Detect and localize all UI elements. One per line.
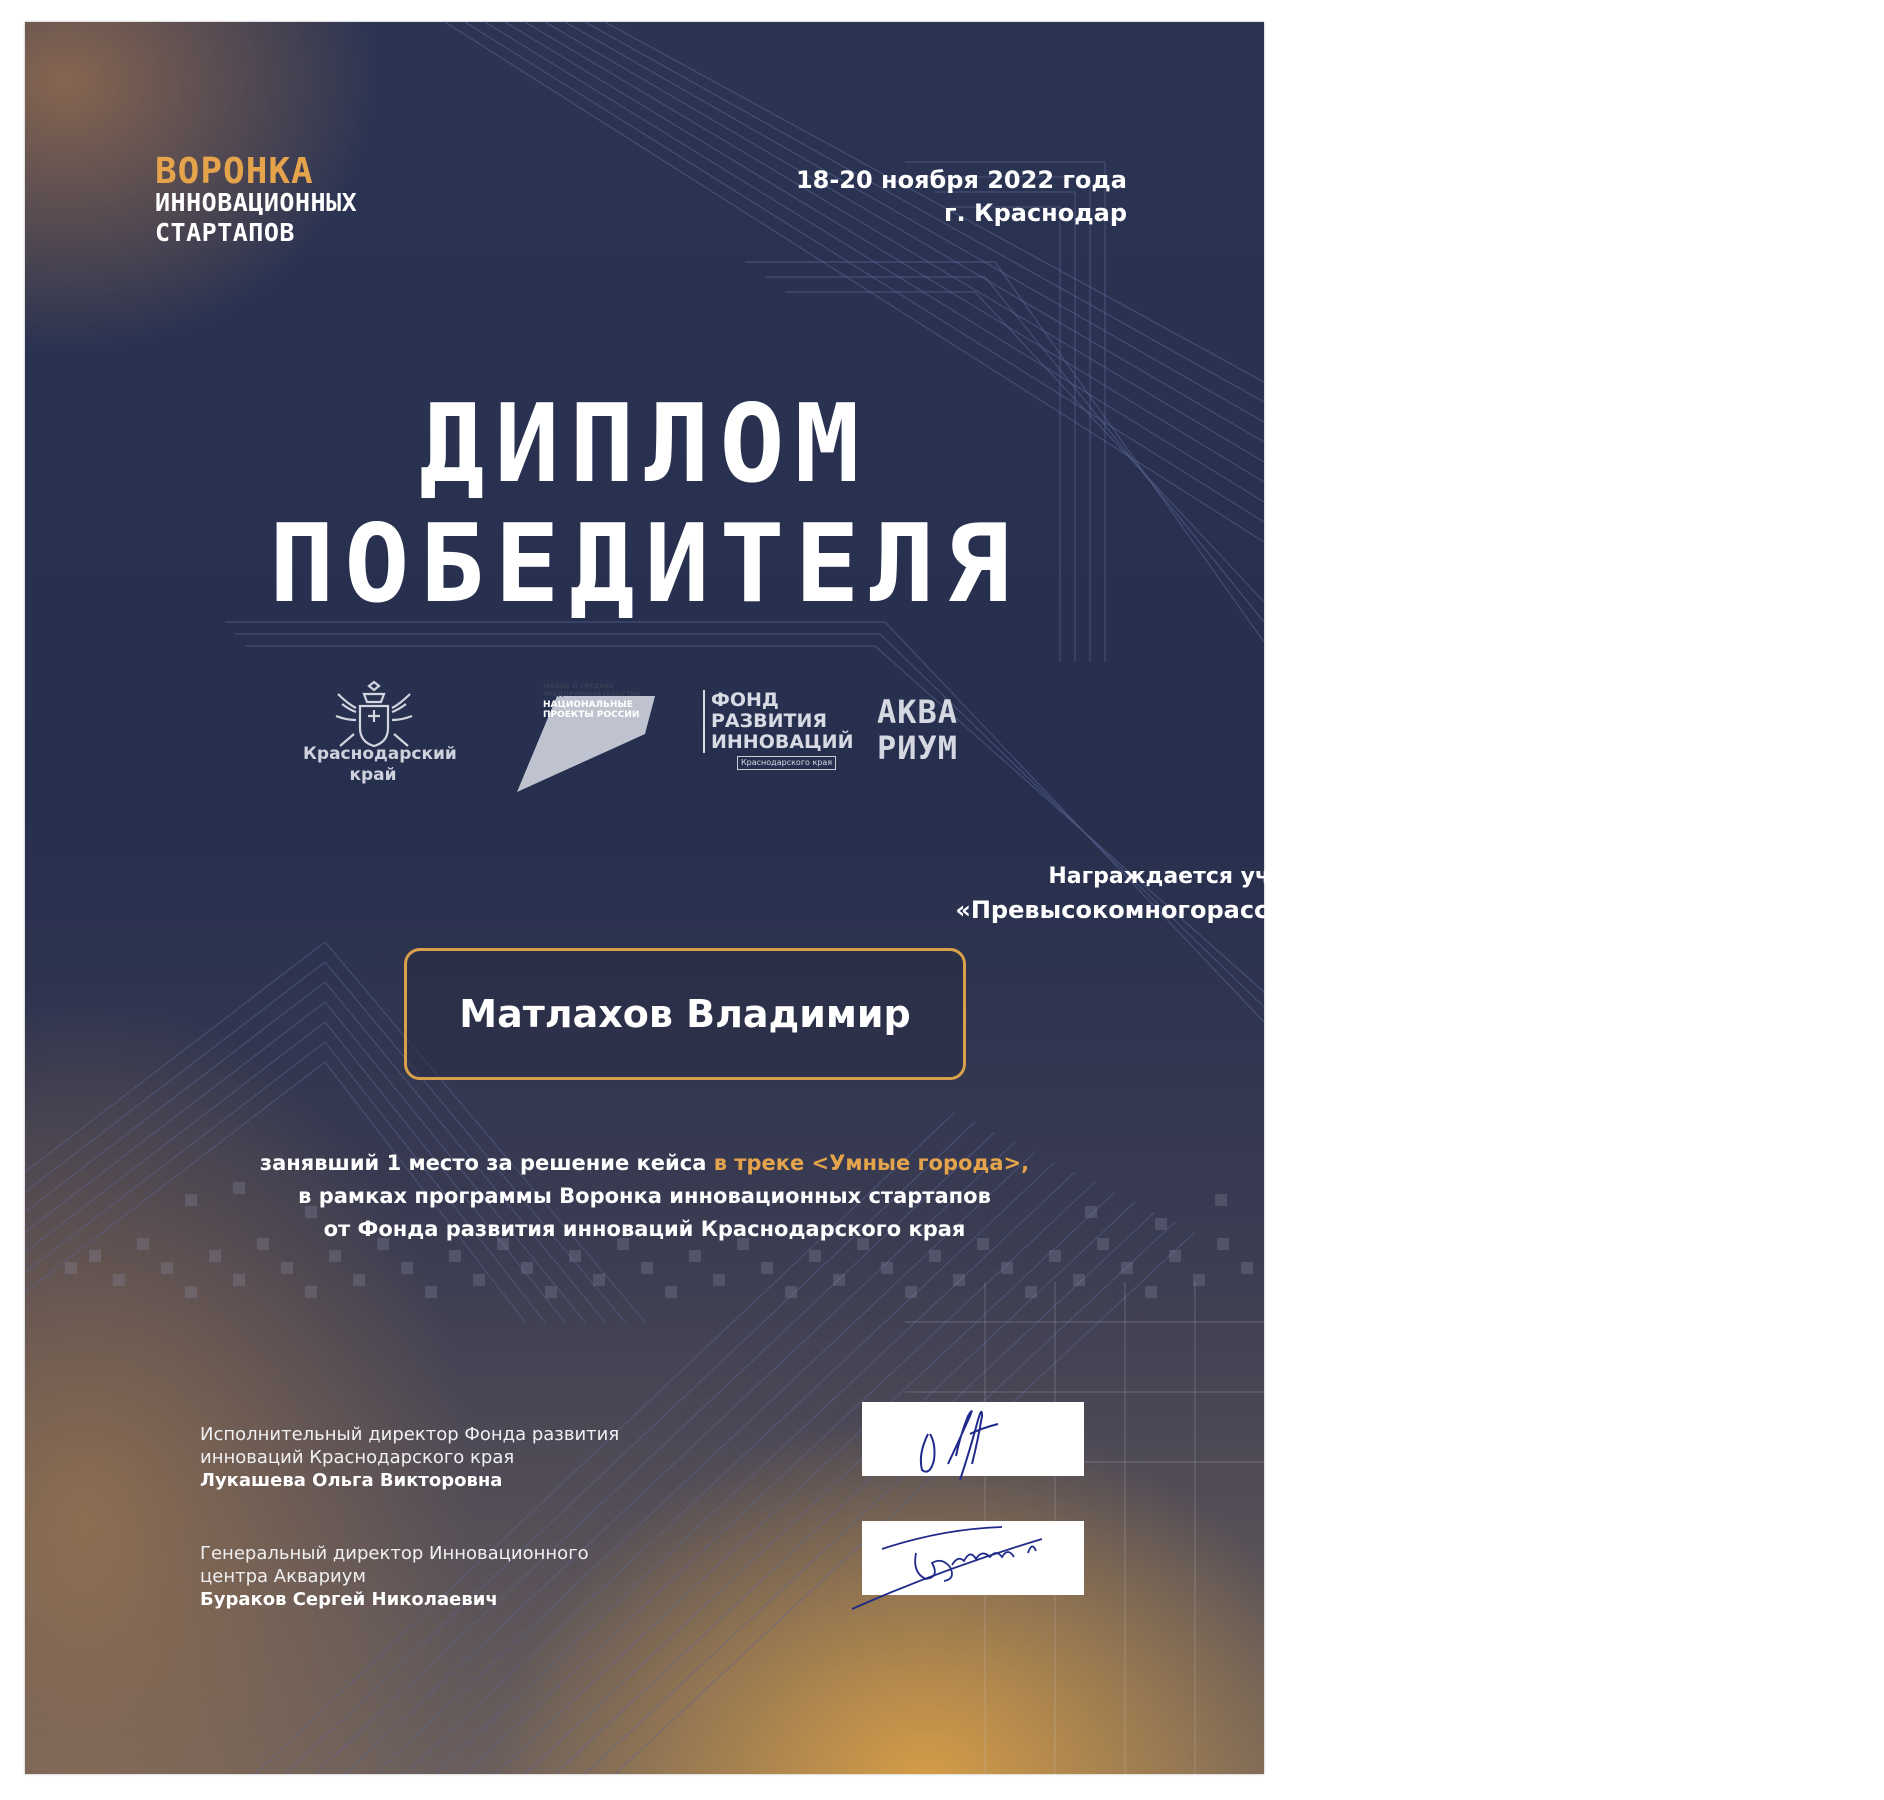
partner-fund-sub: Краснодарского края	[737, 756, 836, 770]
akva-line-1: АКВА	[877, 693, 959, 731]
partner-akvarium-logo	[877, 694, 958, 766]
partner-krasnodar-label: Краснодарский край	[303, 744, 457, 785]
desc-line-1	[25, 1147, 1264, 1180]
signer-2	[200, 1542, 589, 1611]
recipient-box	[404, 948, 966, 1080]
signer-2-role-line-1: Генеральный директор Инновационного	[200, 1543, 589, 1564]
fund-line-1: ФОНД	[711, 689, 779, 711]
signature-box-2	[862, 1521, 1084, 1595]
signature-2-icon	[842, 1509, 1082, 1619]
title-line-2: ПОБЕДИТЕЛЯ	[269, 502, 1020, 627]
event-logo	[155, 151, 358, 248]
event-info	[796, 164, 1127, 230]
desc-line-2: в рамках программы Воронка инновационных стартапов	[298, 1184, 991, 1208]
logo-line-3: СТАРТАПОВ	[155, 218, 295, 247]
fund-line-2: РАЗВИТИЯ	[711, 710, 828, 732]
signer-2-role-line-2: центра Аквариум	[200, 1566, 366, 1587]
fund-line-3: ИННОВАЦИЙ	[711, 731, 854, 753]
logo-line-1: ВОРОНКА	[155, 151, 314, 192]
award-description	[25, 1147, 1264, 1246]
title-line-1: ДИПЛОМ	[419, 382, 870, 507]
desc-track-highlight: в треке <Умные города>,	[713, 1151, 1030, 1175]
logo-line-2: ИННОВАЦИОННЫХ	[155, 188, 358, 217]
signer-2-name: Бураков Сергей Николаевич	[200, 1589, 498, 1610]
signer-1-role-line-1: Исполнительный директор Фонда развития	[200, 1424, 620, 1445]
award-intro-text: Награждается участник команды	[1048, 864, 1480, 889]
signature-1-icon	[862, 1394, 1084, 1494]
partner-fund-logo	[703, 690, 853, 753]
signature-box-1	[862, 1402, 1084, 1476]
diploma-sheet	[25, 22, 1573, 1774]
desc-line-1-text: занявший 1 место за решение кейса	[259, 1151, 714, 1175]
event-dates: 18-20 ноября 2022 года	[795, 166, 1127, 194]
recipient-name: Матлахов Владимир	[459, 992, 911, 1036]
team-name: «Превысокомногорассмотрительствующие»	[955, 896, 1573, 924]
akva-line-2: РИУМ	[877, 729, 959, 767]
partner-national-projects-top: МАЛОЕ И СРЕДНЕЕ ПРЕДПРИНИМАТЕЛЬСТВО	[543, 682, 641, 698]
event-city: г. Краснодар	[943, 199, 1127, 227]
signer-1-name: Лукашева Ольга Викторовна	[200, 1470, 503, 1491]
signer-1-role-line-2: инноваций Краснодарского края	[200, 1447, 515, 1468]
partner-national-projects-main: НАЦИОНАЛЬНЫЕ ПРОЕКТЫ РОССИИ	[543, 700, 640, 720]
signer-1	[200, 1423, 619, 1492]
desc-line-3: от Фонда развития инноваций Краснодарского края	[323, 1217, 966, 1241]
